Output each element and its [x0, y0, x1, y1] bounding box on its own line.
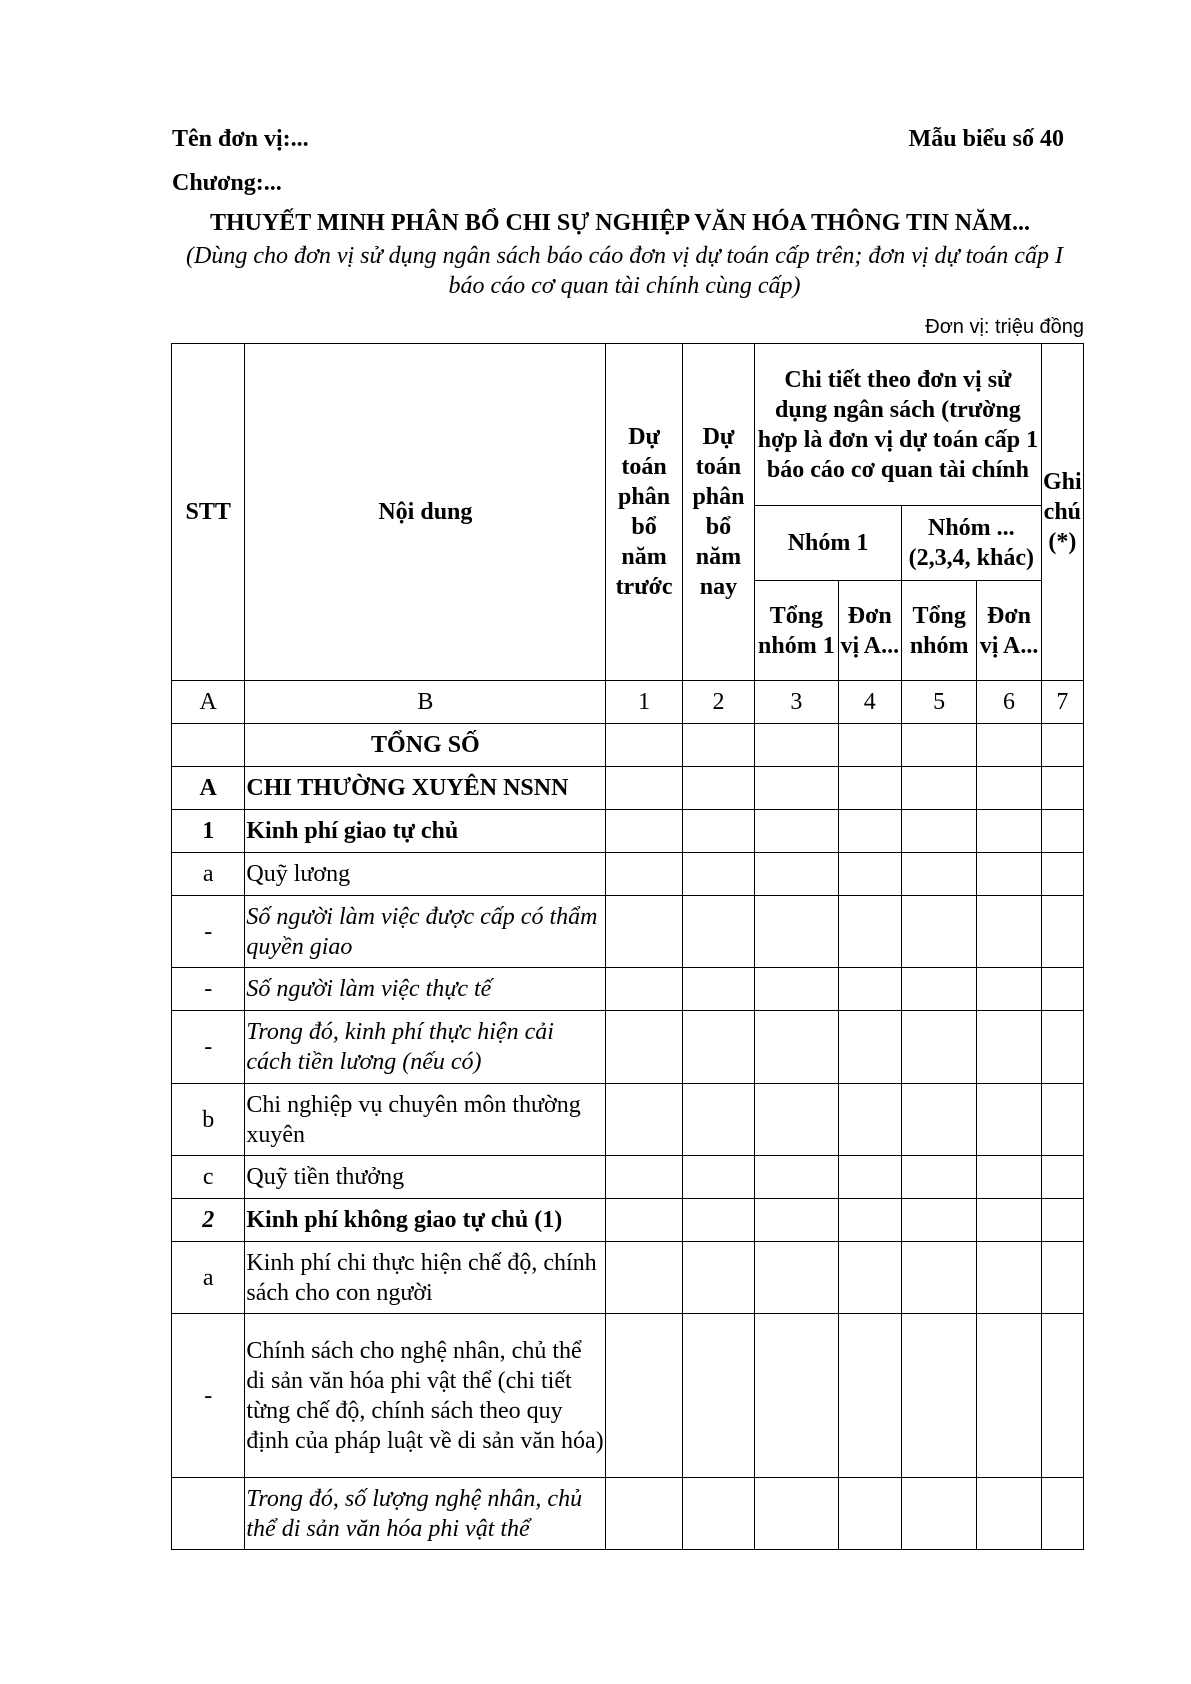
header-group1-unit: Đơn vị A... — [838, 581, 901, 681]
header-note: Ghi chú (*) — [1041, 344, 1083, 681]
header-prev-year: Dự toán phân bổ năm trước — [606, 344, 682, 681]
index-cell: 5 — [901, 681, 976, 724]
header-group1: Nhóm 1 — [755, 506, 902, 581]
header-group-other-total: Tổng nhóm — [901, 581, 976, 681]
table-row — [172, 1242, 1084, 1314]
index-cell: 7 — [1041, 681, 1083, 724]
table-row — [172, 896, 1084, 968]
index-cell: 2 — [682, 681, 754, 724]
row-content: Kinh phí không giao tự chủ (1) — [245, 1199, 606, 1242]
chapter-label: Chương:... — [172, 170, 282, 196]
currency-unit: Đơn vị: triệu đồng — [925, 316, 1084, 338]
document-title: THUYẾT MINH PHÂN BỔ CHI SỰ NGHIỆP VĂN HÓA THÔNG TIN NĂM... — [209, 210, 1031, 236]
budget-table — [171, 343, 1084, 1550]
index-row — [172, 681, 1084, 724]
index-cell: 6 — [977, 681, 1041, 724]
row-stt: - — [172, 1011, 245, 1084]
header-group-other: Nhóm ... (2,3,4, khác) — [901, 506, 1041, 581]
table-row — [172, 1478, 1084, 1550]
index-cell: B — [245, 681, 606, 724]
row-content: Số người làm việc thực tế — [245, 968, 606, 1011]
table-row — [172, 1084, 1084, 1156]
header-detail: Chi tiết theo đơn vị sử dụng ngân sách (trường hợp là đơn vị dự toán cấp 1 báo cáo cơ quan tài chính — [755, 344, 1042, 506]
row-stt: - — [172, 896, 245, 968]
table-row — [172, 767, 1084, 810]
row-stt: a — [172, 1242, 245, 1314]
unit-name-label: Tên đơn vị:... — [172, 126, 309, 152]
table-row — [172, 853, 1084, 896]
header-stt: STT — [172, 344, 245, 681]
index-cell: 3 — [755, 681, 838, 724]
form-number: Mẫu biểu số 40 — [908, 126, 1064, 152]
header-group-other-unit: Đơn vị A... — [977, 581, 1041, 681]
row-content: Kinh phí giao tự chủ — [245, 810, 606, 853]
table-row — [172, 1156, 1084, 1199]
header-this-year: Dự toán phân bổ năm nay — [682, 344, 754, 681]
index-cell: 4 — [838, 681, 901, 724]
document-subtitle: (Dùng cho đơn vị sử dụng ngân sách báo cáo đơn vị dự toán cấp trên; đơn vị dự toán cấp I báo cáo cơ quan tài chính cùng cấp) — [186, 243, 1063, 299]
row-content: TỔNG SỐ — [245, 724, 606, 767]
row-content: Số người làm việc được cấp có thẩm quyền giao — [245, 896, 606, 968]
row-stt: A — [172, 767, 245, 810]
row-content: Chính sách cho nghệ nhân, chủ thể di sản văn hóa phi vật thể (chi tiết từng chế độ, chính sách theo quy định của pháp luật về di sản văn hóa) — [245, 1314, 606, 1478]
row-stt — [172, 724, 245, 767]
row-content: Quỹ tiền thưởng — [245, 1156, 606, 1199]
row-stt: 2 — [172, 1199, 245, 1242]
row-stt: c — [172, 1156, 245, 1199]
row-stt — [172, 1478, 245, 1550]
row-stt: a — [172, 853, 245, 896]
index-cell: A — [172, 681, 245, 724]
row-content: Kinh phí chi thực hiện chế độ, chính sách cho con người — [245, 1242, 606, 1314]
table-row — [172, 1314, 1084, 1478]
row-stt: 1 — [172, 810, 245, 853]
table-row — [172, 810, 1084, 853]
table-row — [172, 968, 1084, 1011]
table-row — [172, 724, 1084, 767]
row-content: Chi nghiệp vụ chuyên môn thường xuyên — [245, 1084, 606, 1156]
row-stt: - — [172, 1314, 245, 1478]
row-content: Trong đó, kinh phí thực hiện cải cách tiền lương (nếu có) — [245, 1011, 606, 1084]
table-row — [172, 1199, 1084, 1242]
header-content: Nội dung — [245, 344, 606, 681]
row-content: Quỹ lương — [245, 853, 606, 896]
row-stt: - — [172, 968, 245, 1011]
row-content: CHI THƯỜNG XUYÊN NSNN — [245, 767, 606, 810]
header-group1-total: Tổng nhóm 1 — [755, 581, 838, 681]
table-row — [172, 1011, 1084, 1084]
index-cell: 1 — [606, 681, 682, 724]
row-stt: b — [172, 1084, 245, 1156]
row-content: Trong đó, số lượng nghệ nhân, chủ thể di sản văn hóa phi vật thể — [245, 1478, 606, 1550]
